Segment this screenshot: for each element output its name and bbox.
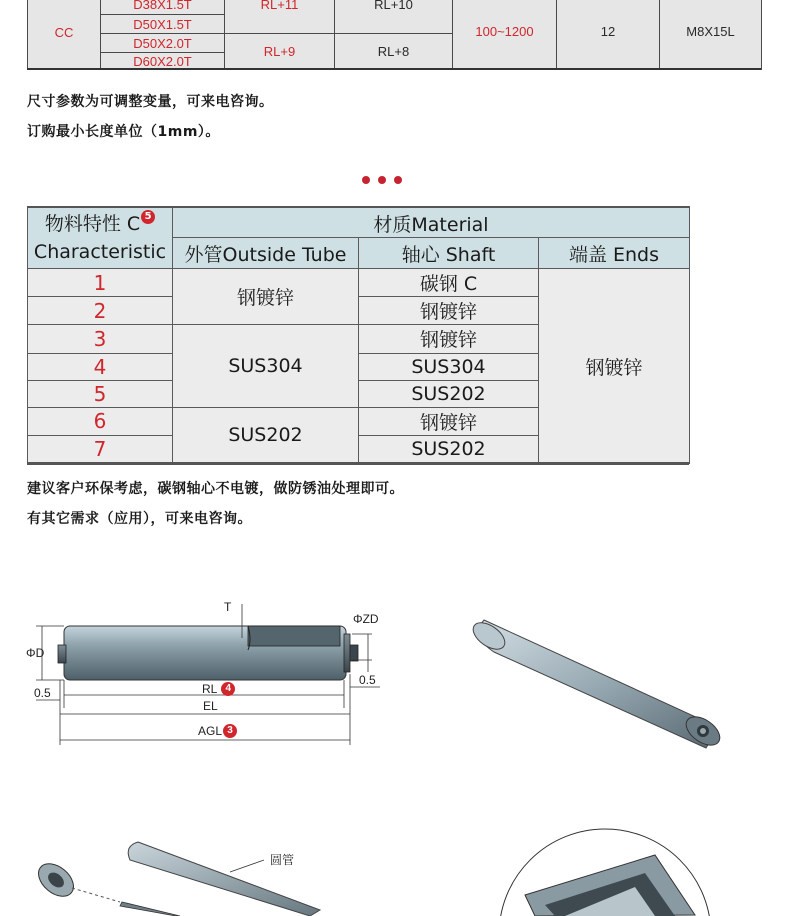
- material-table-top-rule: [27, 206, 689, 208]
- characteristic-header-cn: 物料特性 C: [44, 212, 141, 235]
- badge-5: 5: [141, 210, 155, 224]
- note-line: 建议客户环保考虑，碳钢轴心不电镀，做防锈油处理即可。: [27, 481, 404, 497]
- shaft-cell: SUS202: [359, 435, 539, 463]
- row-number: 7: [28, 435, 173, 463]
- t-dimension-label: T: [224, 600, 232, 614]
- detail-magnified-view: [495, 825, 725, 916]
- size-cell: D60X2.0T: [101, 53, 225, 70]
- gap-left-label: 0.5: [34, 686, 51, 700]
- tube-cell: SUS202: [173, 407, 359, 463]
- phi-zd-label: ΦZD: [353, 612, 379, 626]
- row-number: 4: [28, 353, 173, 380]
- agl-dimension-label: [198, 724, 237, 738]
- group-cell: CC: [28, 0, 101, 70]
- ends-header: 端盖 Ends: [539, 238, 690, 269]
- table-bottom-rule: [27, 68, 761, 70]
- material-table-bottom-rule: [27, 462, 689, 465]
- shaft-cell: SUS202: [359, 380, 539, 407]
- badge-3: 3: [223, 724, 237, 738]
- shaft-cell: 钢镀锌: [359, 297, 539, 325]
- row-number: 1: [28, 269, 173, 297]
- el-dimension-label: EL: [203, 699, 218, 713]
- material-table: [27, 206, 690, 464]
- size-table: [27, 0, 762, 70]
- exploded-view: [30, 830, 330, 916]
- rl-dimension-label: [202, 682, 235, 696]
- material-header: 材质Material: [173, 207, 690, 238]
- roller-3d-render: [460, 600, 740, 770]
- shaft-cell: SUS304: [359, 353, 539, 380]
- agl-text: AGL: [198, 724, 223, 738]
- row-number: 5: [28, 380, 173, 407]
- tube-cell: 钢镀锌: [173, 269, 359, 325]
- note-line: 订购最小长度单位（1mm）。: [27, 124, 220, 140]
- rl-text: RL: [202, 682, 217, 696]
- tube-callout-label: 圆管: [270, 853, 295, 867]
- shaft-end: [350, 645, 358, 661]
- row-number: 6: [28, 407, 173, 435]
- badge-4: 4: [221, 682, 235, 696]
- row-number: 3: [28, 325, 173, 353]
- phi-d-label: ΦD: [26, 646, 45, 660]
- tube-cell: SUS304: [173, 325, 359, 407]
- note-line: 尺寸参数为可调整变量，可来电咨询。: [27, 94, 274, 110]
- ends-cell: 钢镀锌: [539, 269, 690, 464]
- rl-cell: RL+11: [225, 0, 335, 34]
- shaft-cell: 钢镀锌: [359, 325, 539, 353]
- size-cell: D50X2.0T: [101, 34, 225, 53]
- characteristic-header-en: Characteristic: [33, 240, 167, 263]
- count-cell: 12: [557, 0, 660, 70]
- note-line: 有其它需求（应用），可来电咨询。: [27, 511, 252, 527]
- right-end-cap: [344, 634, 350, 672]
- range-cell: 100~1200: [453, 0, 557, 70]
- characteristic-header: [28, 207, 173, 269]
- size-cell: D38X1.5T: [101, 0, 225, 15]
- screw-cell: M8X15L: [660, 0, 762, 70]
- tube-header: 外管Outside Tube: [173, 238, 359, 269]
- el-cell: RL+10: [335, 0, 453, 34]
- section-divider-dots: [362, 169, 410, 188]
- shaft-header: 轴心 Shaft: [359, 238, 539, 269]
- size-cell: D50X1.5T: [101, 15, 225, 34]
- el-cell: RL+8: [335, 34, 453, 70]
- shaft-cell: 钢镀锌: [359, 407, 539, 435]
- rl-cell: RL+9: [225, 34, 335, 70]
- row-number: 2: [28, 297, 173, 325]
- shaft-cell: 碳钢 C: [359, 269, 539, 297]
- gap-right-label: 0.5: [359, 673, 376, 687]
- left-end-cap: [58, 645, 66, 663]
